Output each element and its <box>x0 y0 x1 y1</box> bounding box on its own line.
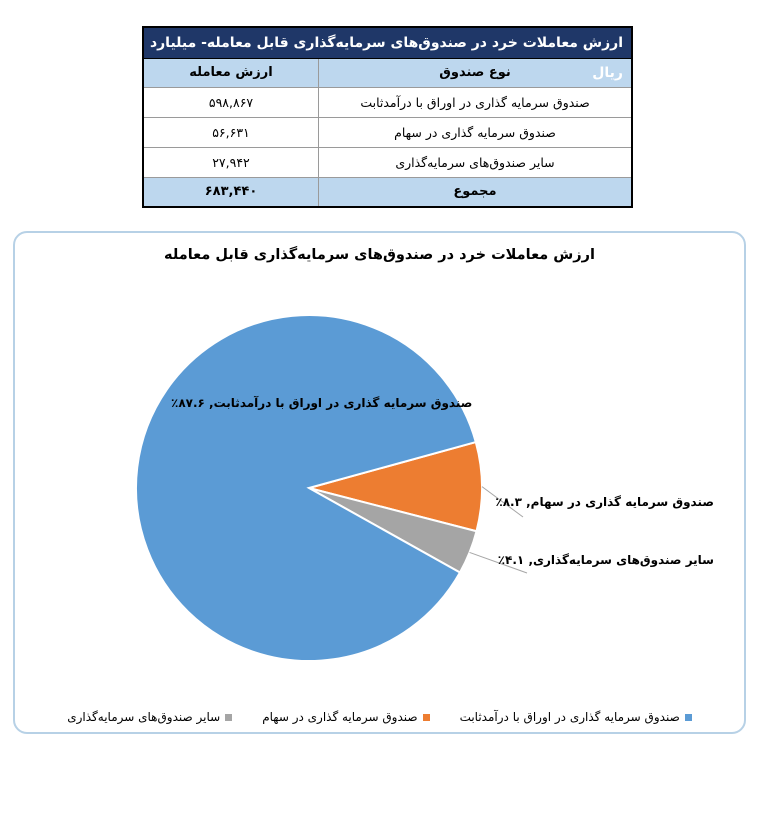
slice-label-fixed-income: صندوق سرمایه گذاری در اوراق با درآمدثابت, ۸۷.۶٪ <box>171 396 473 410</box>
legend-swatch <box>685 714 692 721</box>
row-trade-value: ۵۶,۶۳۱ <box>212 125 250 140</box>
header-fund-type: نوع صندوق <box>318 59 631 87</box>
total-label: مجموع <box>318 178 631 206</box>
table-header-row <box>144 59 631 88</box>
data-table <box>142 26 633 208</box>
row-fund-type: صندوق سرمایه گذاری در سهام <box>318 118 631 147</box>
slice-label-equity: صندوق سرمایه گذاری در سهام, ۸.۳٪ <box>495 495 714 509</box>
pie-chart <box>15 233 744 732</box>
legend-item-fixed-income <box>460 710 692 724</box>
table-row <box>144 118 631 148</box>
table-row <box>144 88 631 118</box>
legend-label: صندوق سرمایه گذاری در سهام <box>262 710 418 724</box>
chart-title: ارزش معاملات خرد در صندوق‌های سرمایه‌گذاری قابل معامله <box>164 247 595 263</box>
legend-swatch <box>423 714 430 721</box>
table-total-row <box>144 178 631 206</box>
legend-swatch <box>225 714 232 721</box>
legend-item-other <box>67 710 232 724</box>
legend-label: سایر صندوق‌های سرمایه‌گذاری <box>67 710 221 724</box>
row-trade-value: ۵۹۸,۸۶۷ <box>208 95 254 110</box>
slice-label-other: سایر صندوق‌های سرمایه‌گذاری, ۴.۱٪ <box>497 553 714 567</box>
row-trade-value: ۲۷,۹۴۲ <box>212 155 250 170</box>
row-fund-type: سایر صندوق‌های سرمایه‌گذاری <box>318 148 631 177</box>
header-trade-value: ارزش معامله <box>189 65 273 80</box>
legend-item-equity <box>262 710 429 724</box>
total-value: ۶۸۳,۴۴۰ <box>204 184 258 199</box>
legend-label: صندوق سرمایه گذاری در اوراق با درآمدثابت <box>459 710 680 724</box>
chart-legend <box>15 710 744 724</box>
chart-panel <box>13 231 746 734</box>
table-row <box>144 148 631 178</box>
table-title: ارزش معاملات خرد در صندوق‌های سرمایه‌گذاری قابل معامله- میلیارد ریال <box>144 28 631 59</box>
row-fund-type: صندوق سرمایه گذاری در اوراق با درآمدثابت <box>318 88 631 117</box>
